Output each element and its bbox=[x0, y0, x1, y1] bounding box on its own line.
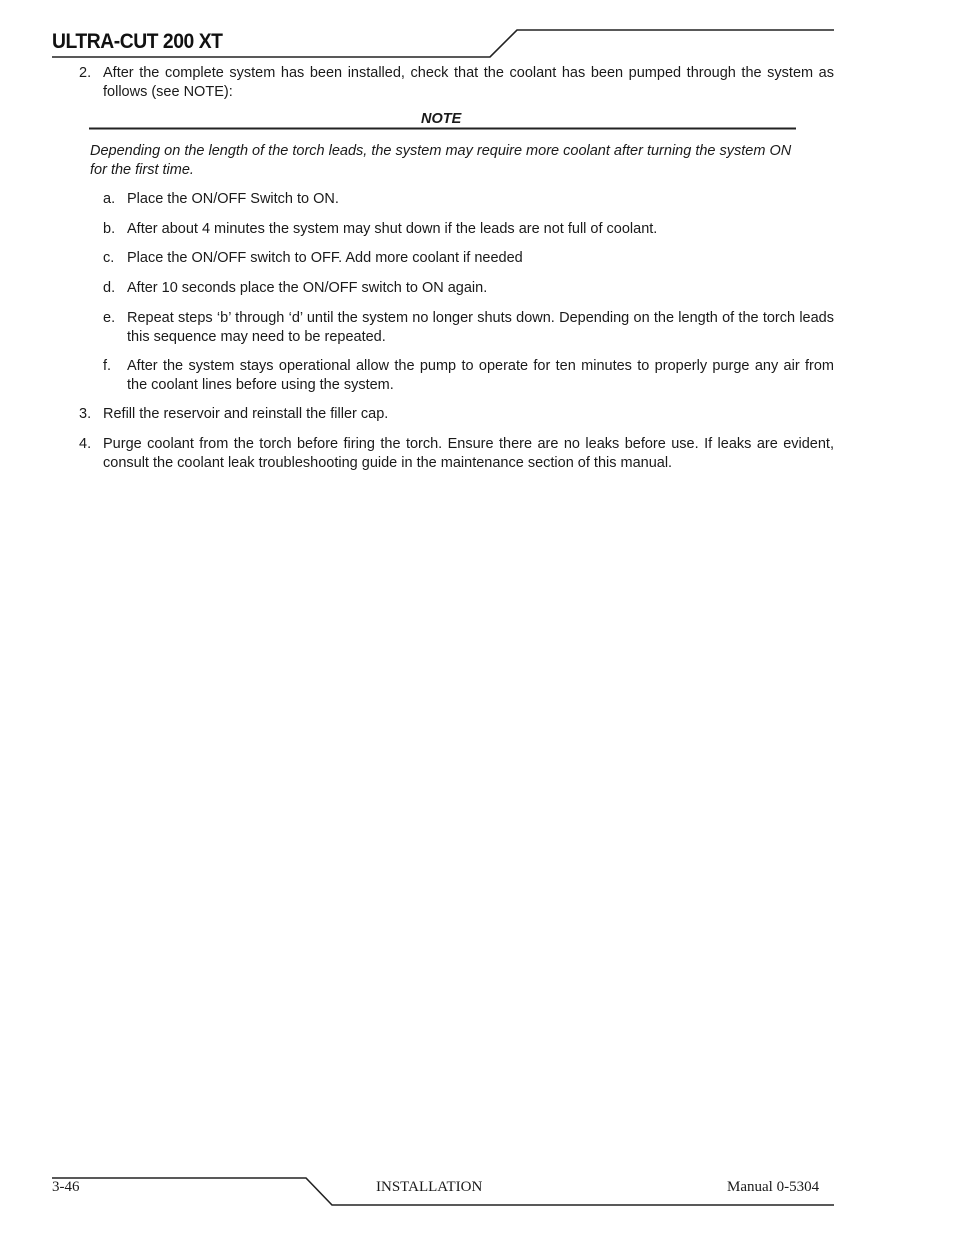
substep-text: Place the ON/OFF switch to OFF. Add more coolant if needed bbox=[127, 250, 523, 266]
step-number: 3. bbox=[79, 406, 92, 422]
substep-text: After the system stays operational allow the pump to operate for ten minutes to properly purge any air from the coolant lines before using the system. bbox=[127, 358, 834, 393]
substep-letter: d. bbox=[103, 280, 116, 296]
substep-text: After 10 seconds place the ON/OFF switch to ON again. bbox=[127, 280, 488, 296]
substep-letter: c. bbox=[103, 250, 115, 266]
step-number: 4. bbox=[79, 436, 92, 452]
step-text: Purge coolant from the torch before firing the torch. Ensure there are no leaks before use. If leaks are evident, consult the coolant leak troubleshooting guide in the maintenance section of this manual. bbox=[103, 436, 834, 471]
substep-letter: f. bbox=[103, 358, 112, 374]
manual-number: Manual 0-5304 bbox=[727, 1179, 820, 1195]
header-title: ULTRA-CUT 200 XT bbox=[52, 30, 223, 53]
substep-letter: a. bbox=[103, 191, 116, 207]
step-number: 2. bbox=[79, 65, 92, 81]
section-name: INSTALLATION bbox=[376, 1179, 483, 1195]
substep-letter: e. bbox=[103, 310, 116, 326]
substep-text: Repeat steps ‘b’ through ‘d’ until the system no longer shuts down. Depending on the length of the torch leads this sequence may need to be repeated. bbox=[127, 310, 834, 345]
note-label: NOTE bbox=[421, 111, 462, 127]
substep-letter: b. bbox=[103, 221, 116, 237]
note-rule bbox=[0, 0, 954, 140]
page-number: 3-46 bbox=[52, 1179, 80, 1195]
step-text: Refill the reservoir and reinstall the filler cap. bbox=[103, 406, 389, 422]
substep-text: Place the ON/OFF Switch to ON. bbox=[127, 191, 339, 207]
step-text: After the complete system has been installed, check that the coolant has been pumped through the system as follows (see NOTE): bbox=[103, 65, 834, 100]
substep-text: After about 4 minutes the system may shut down if the leads are not full of coolant. bbox=[127, 221, 658, 237]
note-text: Depending on the length of the torch leads, the system may require more coolant after turning the system ON for the first time. bbox=[90, 143, 792, 178]
